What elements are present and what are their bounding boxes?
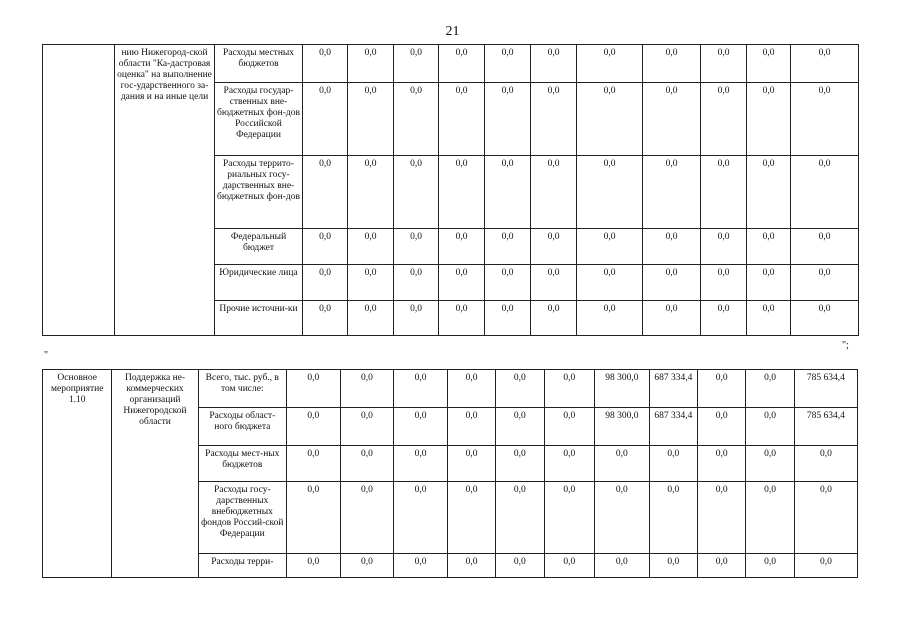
value-cell: 0,0 [701,301,747,336]
table-row [43,370,858,408]
value-cell: 0,0 [394,554,448,578]
value-cell: 0,0 [747,45,791,83]
value-cell: 0,0 [577,229,643,265]
value-cell: 0,0 [439,83,485,156]
value-cell: 0,0 [485,83,531,156]
value-cell: 0,0 [340,554,394,578]
value-cell: 0,0 [348,45,394,83]
funding-source-cell: Расходы террито-риальных госу-дарственных вне-бюджетных фон-дов [215,156,303,229]
value-cell: 0,0 [531,45,577,83]
value-cell: 0,0 [531,83,577,156]
value-cell: 0,0 [286,482,340,554]
value-cell: 0,0 [701,229,747,265]
value-cell: 0,0 [394,446,448,482]
funding-source-cell: Всего, тыс. руб., в том числе: [198,370,286,408]
value-cell: 0,0 [439,301,485,336]
value-cell: 0,0 [531,156,577,229]
value-cell: 0,0 [496,408,544,446]
value-cell: 0,0 [643,45,701,83]
value-cell: 0,0 [544,554,594,578]
table-row [43,45,859,83]
value-cell: 0,0 [348,265,394,301]
value-cell: 0,0 [791,45,859,83]
value-cell: 0,0 [577,83,643,156]
value-cell: 0,0 [394,408,448,446]
value-cell: 0,0 [747,156,791,229]
value-cell: 0,0 [701,156,747,229]
value-cell: 0,0 [544,408,594,446]
value-cell: 0,0 [303,229,348,265]
activity-description-cell: Поддержка не-коммерческих организаций Нижегородской области [112,370,198,578]
activity-description-cell: нию Нижегород-ской области "Ка-дастровая оценка" на выполнение гос-ударственного за-дания и на иные цели [115,45,215,336]
value-cell: 0,0 [643,265,701,301]
value-cell: 0,0 [701,45,747,83]
value-cell: 0,0 [595,554,650,578]
funding-source-cell: Расходы государ-ственных вне-бюджетных фон-дов Российской Федерации [215,83,303,156]
funding-source-cell: Федеральный бюджет [215,229,303,265]
value-cell: 0,0 [340,370,394,408]
page-number: 21 [445,24,460,39]
closing-quote: "; [842,340,849,351]
opening-quote: " [44,350,49,361]
value-cell: 0,0 [643,83,701,156]
value-cell: 0,0 [577,156,643,229]
value-cell: 0,0 [394,370,448,408]
value-cell: 0,0 [348,301,394,336]
value-cell: 0,0 [286,446,340,482]
value-cell: 0,0 [447,482,495,554]
value-cell: 0,0 [643,301,701,336]
value-cell: 0,0 [485,301,531,336]
activity-name-cell [43,45,115,336]
value-cell: 0,0 [643,229,701,265]
value-cell: 0,0 [701,83,747,156]
value-cell: 0,0 [496,482,544,554]
value-cell: 0,0 [791,229,859,265]
value-cell: 0,0 [286,554,340,578]
value-cell: 785 634,4 [794,408,857,446]
value-cell: 0,0 [595,482,650,554]
value-cell: 0,0 [544,482,594,554]
funding-source-cell: Расходы местных бюджетов [215,45,303,83]
value-cell: 0,0 [747,301,791,336]
value-cell: 0,0 [577,301,643,336]
value-cell: 0,0 [747,265,791,301]
value-cell: 0,0 [348,229,394,265]
budget-table-top [42,44,859,336]
value-cell: 0,0 [794,446,857,482]
value-cell: 0,0 [746,370,794,408]
value-cell: 0,0 [340,446,394,482]
value-cell: 0,0 [496,554,544,578]
value-cell: 0,0 [746,408,794,446]
value-cell: 0,0 [447,408,495,446]
value-cell: 0,0 [439,265,485,301]
value-cell: 98 300,0 [595,408,650,446]
funding-source-cell: Расходы госу-дарственных внебюджетных фондов Россий-ской Федерации [198,482,286,554]
value-cell: 0,0 [746,554,794,578]
value-cell: 0,0 [447,370,495,408]
funding-source-cell: Расходы област-ного бюджета [198,408,286,446]
value-cell: 0,0 [439,156,485,229]
activity-name-cell: Основное мероприятие 1.10 [43,370,112,578]
value-cell: 0,0 [439,45,485,83]
value-cell: 0,0 [303,156,348,229]
value-cell: 0,0 [577,265,643,301]
value-cell: 0,0 [649,482,697,554]
value-cell: 0,0 [791,83,859,156]
value-cell: 0,0 [496,446,544,482]
value-cell: 0,0 [531,301,577,336]
value-cell: 0,0 [746,482,794,554]
value-cell: 0,0 [485,229,531,265]
value-cell: 0,0 [447,554,495,578]
value-cell: 0,0 [485,265,531,301]
value-cell: 0,0 [698,370,746,408]
value-cell: 0,0 [303,301,348,336]
value-cell: 0,0 [747,83,791,156]
value-cell: 0,0 [531,229,577,265]
value-cell: 0,0 [485,156,531,229]
value-cell: 0,0 [394,45,439,83]
value-cell: 0,0 [394,83,439,156]
value-cell: 0,0 [439,229,485,265]
value-cell: 0,0 [595,446,650,482]
value-cell: 0,0 [340,482,394,554]
value-cell: 0,0 [577,45,643,83]
value-cell: 0,0 [791,156,859,229]
value-cell: 0,0 [348,156,394,229]
value-cell: 0,0 [394,301,439,336]
value-cell: 0,0 [747,229,791,265]
value-cell: 0,0 [303,83,348,156]
value-cell: 0,0 [394,482,448,554]
value-cell: 0,0 [303,265,348,301]
value-cell: 0,0 [394,156,439,229]
value-cell: 0,0 [698,554,746,578]
value-cell: 0,0 [303,45,348,83]
value-cell: 0,0 [746,446,794,482]
value-cell: 687 334,4 [649,370,697,408]
value-cell: 785 634,4 [794,370,857,408]
value-cell: 0,0 [485,45,531,83]
funding-source-cell: Расходы мест-ных бюджетов [198,446,286,482]
value-cell: 0,0 [394,229,439,265]
value-cell: 0,0 [496,370,544,408]
value-cell: 0,0 [394,265,439,301]
value-cell: 0,0 [544,370,594,408]
value-cell: 0,0 [544,446,594,482]
value-cell: 0,0 [531,265,577,301]
value-cell: 0,0 [698,482,746,554]
funding-source-cell: Юридические лица [215,265,303,301]
value-cell: 0,0 [791,265,859,301]
value-cell: 687 334,4 [649,408,697,446]
funding-source-cell: Расходы терри- [198,554,286,578]
value-cell: 0,0 [447,446,495,482]
value-cell: 0,0 [649,554,697,578]
value-cell: 0,0 [698,446,746,482]
value-cell: 0,0 [340,408,394,446]
funding-source-cell: Прочие источни-ки [215,301,303,336]
budget-table-bottom [42,369,858,578]
value-cell: 0,0 [701,265,747,301]
value-cell: 0,0 [348,83,394,156]
value-cell: 0,0 [649,446,697,482]
value-cell: 0,0 [698,408,746,446]
value-cell: 0,0 [286,370,340,408]
value-cell: 0,0 [643,156,701,229]
value-cell: 0,0 [794,482,857,554]
value-cell: 0,0 [286,408,340,446]
value-cell: 0,0 [794,554,857,578]
value-cell: 98 300,0 [595,370,650,408]
value-cell: 0,0 [791,301,859,336]
